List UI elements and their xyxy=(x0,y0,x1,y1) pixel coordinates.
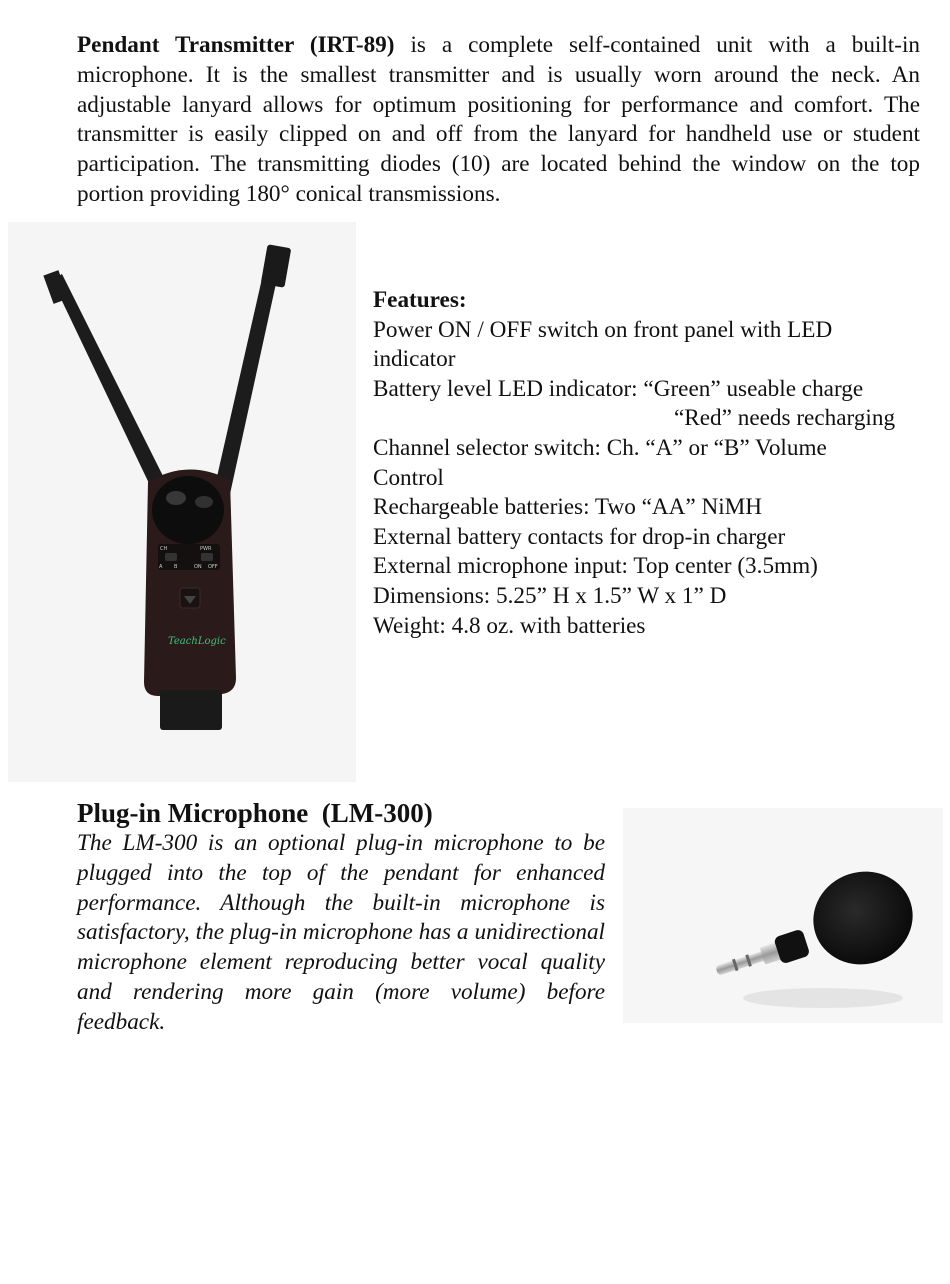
microphone-illustration xyxy=(623,808,943,1023)
label-a: A xyxy=(159,564,163,570)
feature-battery-red: “Red” needs recharging xyxy=(674,405,896,432)
label-ch: CH xyxy=(160,546,168,552)
lanyard-left xyxy=(52,274,170,498)
channel-switch xyxy=(165,553,177,561)
plugin-mic-description: The LM-300 is an optional plug-in microphone to be plugged into the top of the pendant for enhanced performance. Although the built-in microphone is satisfactory, the plug-in microphone has a unidirectional microphone element reproducing better vocal quality and rendering more gain (more volume) before feedback. xyxy=(77,830,605,1035)
label-b: B xyxy=(174,564,178,570)
feature-power: Power ON / OFF switch on front panel with LED indicator xyxy=(373,316,833,373)
features-list xyxy=(373,286,933,641)
intro-text: is a complete self-contained unit with a built-in microphone. It is the smallest transmitter and is usually worn around the neck. An adjustable lanyard allows for optimum positioning for performance and comfort. The transmitter is easily clipped on and off from the lanyard for handheld use or student participation. The transmitting diodes (10) are located behind the window on the top portion providing 180° conical transmissions. xyxy=(77,32,920,207)
pendant-transmitter-photo xyxy=(8,222,356,782)
intro-paragraph xyxy=(77,31,920,210)
foam-windscreen xyxy=(801,859,925,977)
plugin-microphone-photo xyxy=(623,808,943,1023)
features-title: Features: xyxy=(373,287,467,313)
plugin-mic-title: Plug-in Microphone (LM-300) xyxy=(77,798,433,828)
label-on: ON xyxy=(194,564,202,570)
feature-mic-input: External microphone input: Top center (3.5mm) xyxy=(373,553,818,580)
label-off: OFF xyxy=(208,564,218,570)
transmitter-window xyxy=(152,476,224,544)
power-switch xyxy=(201,553,213,561)
feature-dimensions: Dimensions: 5.25” H x 1.5” W x 1” D xyxy=(373,582,727,609)
transmitter-bottom xyxy=(160,690,222,730)
feature-weight: Weight: 4.8 oz. with batteries xyxy=(373,612,646,639)
lanyard-right xyxy=(214,252,282,494)
feature-contacts: External battery contacts for drop-in charger xyxy=(373,523,786,550)
brand-logo-text: TeachLogic xyxy=(168,636,226,647)
label-pwr: PWR xyxy=(200,546,212,552)
product-name: Pendant Transmitter (IRT-89) xyxy=(77,32,395,58)
feature-batteries: Rechargeable batteries: Two “AA” NiMH xyxy=(373,494,763,521)
audio-plug xyxy=(712,929,810,985)
feature-battery-level: Battery level LED indicator: “Green” useable charge xyxy=(373,375,864,402)
pendant-illustration xyxy=(8,222,356,782)
feature-channel: Channel selector switch: Ch. “A” or “B” Volume Control xyxy=(373,434,827,491)
lanyard-right-end xyxy=(261,244,292,288)
